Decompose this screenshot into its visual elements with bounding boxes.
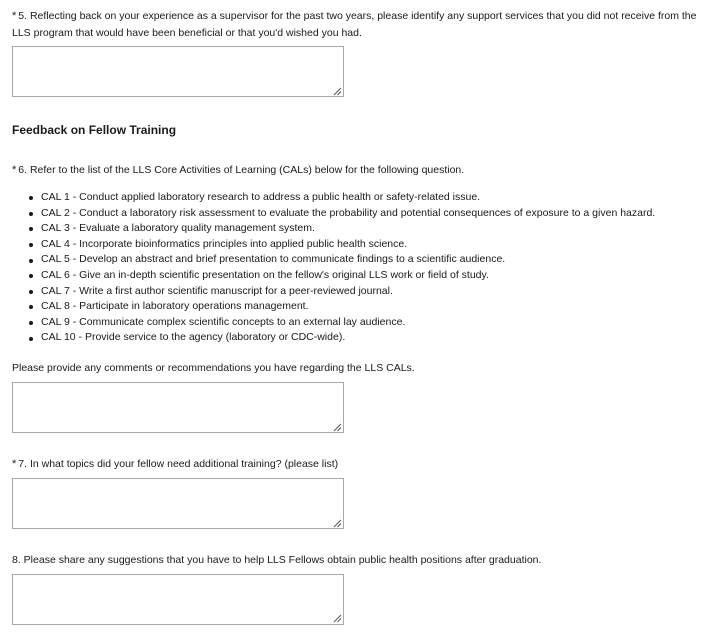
question-6-text: 6. Refer to the list of the LLS Core Activities of Learning (CALs) below for the following question. — [18, 164, 465, 176]
question-6-textarea[interactable] — [12, 382, 344, 433]
bullet-icon — [29, 196, 33, 200]
resize-grip-icon[interactable] — [333, 423, 342, 432]
bullet-icon — [29, 243, 33, 247]
required-marker: * — [12, 10, 17, 22]
bullet-icon — [29, 274, 33, 278]
list-item — [12, 330, 702, 346]
question-8-label — [12, 552, 697, 569]
cal-item-text: CAL 9 - Communicate complex scientific concepts to an external lay audience. — [41, 315, 406, 328]
bullet-icon — [29, 337, 33, 341]
cal-item-text: CAL 5 - Develop an abstract and brief presentation to communicate findings to a scientific audience. — [41, 253, 506, 266]
resize-grip-icon[interactable] — [333, 614, 342, 623]
question-5-textarea[interactable] — [12, 46, 344, 97]
list-item — [12, 315, 702, 331]
resize-grip-icon[interactable] — [333, 519, 342, 528]
question-7-label — [12, 456, 697, 473]
cal-item-text: CAL 8 - Participate in laboratory operations management. — [41, 300, 309, 313]
cal-list — [12, 190, 702, 346]
required-marker: * — [12, 164, 17, 176]
bullet-icon — [29, 259, 33, 263]
question-8-textarea[interactable] — [12, 574, 344, 625]
bullet-icon — [29, 212, 33, 216]
required-marker: * — [12, 458, 17, 470]
bullet-icon — [29, 305, 33, 309]
list-item — [12, 252, 702, 268]
list-item — [12, 299, 702, 315]
cal-item-text: CAL 1 - Conduct applied laboratory research to address a public health or safety-related issue. — [41, 191, 481, 203]
bullet-icon — [29, 321, 33, 325]
cal-item-text: CAL 6 - Give an in-depth scientific presentation on the fellow's original LLS work or field of study. — [41, 268, 489, 281]
list-item — [12, 268, 702, 284]
cal-item-text: CAL 7 - Write a first author scientific manuscript for a peer-reviewed journal. — [41, 284, 393, 297]
question-5-label — [12, 8, 697, 42]
cal-item-text: CAL 4 - Incorporate bioinformatics principles into applied public health science. — [41, 237, 408, 250]
bullet-icon — [29, 227, 33, 231]
resize-grip-icon[interactable] — [333, 87, 342, 96]
list-item — [12, 221, 702, 237]
list-item — [12, 206, 702, 222]
question-7-text: 7. In what topics did your fellow need additional training? (please list) — [18, 458, 339, 470]
section-heading: Feedback on Fellow Training — [12, 123, 177, 137]
question-6-prompt: Please provide any comments or recommendations you have regarding the LLS CALs. — [12, 362, 415, 374]
cal-item-text: CAL 3 - Evaluate a laboratory quality management system. — [41, 222, 315, 235]
question-7-textarea[interactable] — [12, 478, 344, 529]
bullet-icon — [29, 290, 33, 294]
list-item — [12, 284, 702, 300]
list-item — [12, 237, 702, 253]
list-item — [12, 190, 702, 206]
cal-item-text: CAL 2 - Conduct a laboratory risk assessment to evaluate the probability and potential consequences of exposure to a given hazard. — [41, 206, 656, 219]
cal-item-text: CAL 10 - Provide service to the agency (laboratory or CDC-wide). — [41, 331, 346, 344]
question-5-text: 5. Reflecting back on your experience as a supervisor for the past two years, please identify any support services that you did not receive from the LLS program that would have been beneficial or that you'd wished you had. — [12, 10, 697, 39]
question-8-text: 8. Please share any suggestions that you have to help LLS Fellows obtain public health positions after graduation. — [12, 554, 542, 566]
question-6-label — [12, 162, 697, 179]
